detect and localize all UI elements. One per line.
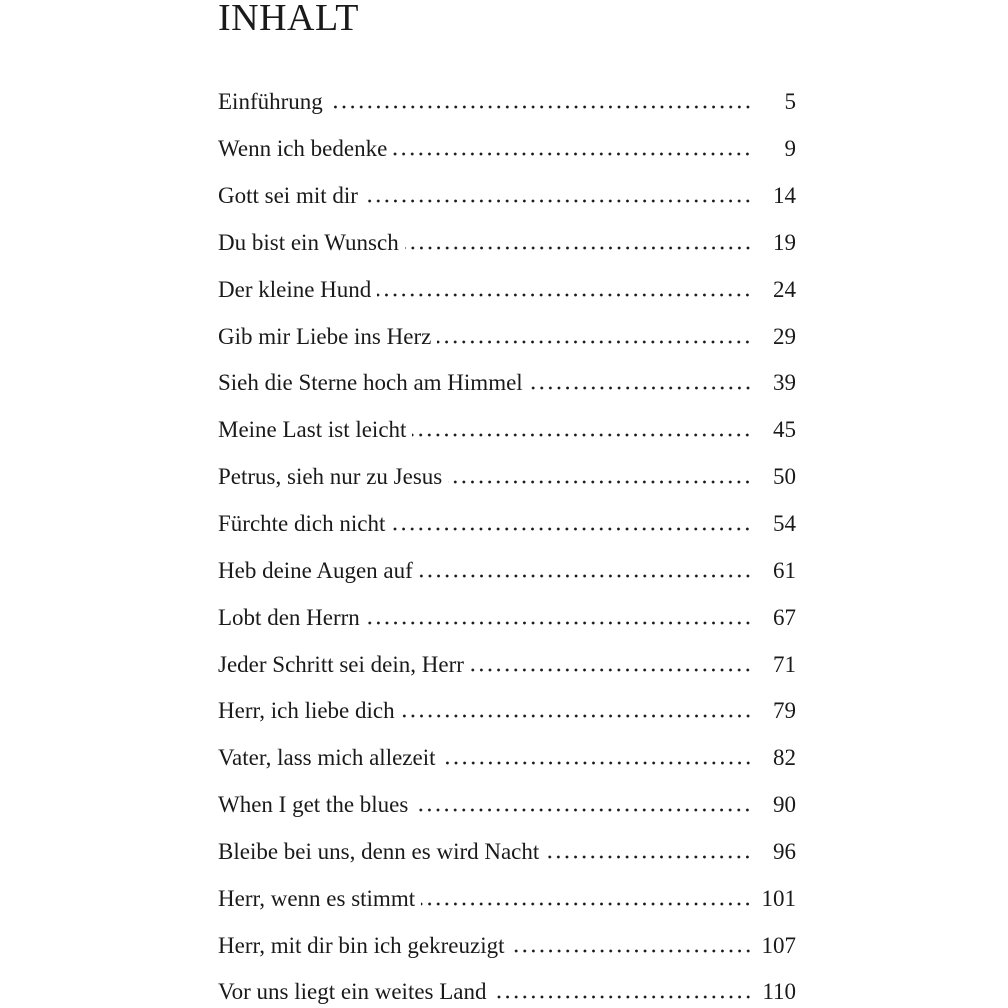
dot-leader [329,105,752,109]
toc-entry-page-number: 39 [773,370,796,396]
toc-entry-page-number: 82 [773,745,796,771]
toc-entry-title: Fürchte dich nicht [218,511,391,537]
toc-entry [218,641,796,688]
toc-entry-page-number: 5 [784,89,796,115]
toc-entry-title: Bleibe bei uns, denn es wird Nacht [218,839,545,865]
toc-entry-title: Petrus, sieh nur zu Jesus [218,464,448,490]
toc-entry-page-number: 45 [773,417,796,443]
toc-entry-page-number: 71 [773,651,796,677]
toc-entry-title: Herr, mit dir bin ich gekreuzigt [218,933,511,959]
toc-entry-page-number: 24 [773,276,796,302]
toc-entry [218,922,796,969]
toc-entry [218,173,796,220]
toc-entry-page-number: 29 [773,323,796,349]
dot-leader [437,340,752,344]
toc-entry-title: Sieh die Sterne hoch am Himmel [218,370,529,396]
toc-entry-title: Gott sei mit dir [218,183,364,209]
toc-entry-page-number: 79 [773,698,796,724]
dot-leader [421,902,752,906]
toc-entry-page-number: 90 [773,792,796,818]
toc-entry [218,79,796,126]
toc-entry [218,688,796,735]
toc-entry [218,407,796,454]
toc-entry-page-number: 101 [761,885,796,911]
toc-entry-title: Heb deine Augen auf [218,558,419,584]
toc-entry-page-number: 107 [761,932,796,958]
toc-entry-page-number: 67 [773,604,796,630]
toc-entry-page-number: 61 [773,557,796,583]
toc-entry [218,220,796,267]
toc-entry-title: Vater, lass mich allezeit [218,745,442,771]
dot-leader [511,949,753,953]
dot-leader [419,574,752,578]
dot-leader [529,386,752,390]
toc-entry-title: Jeder Schritt sei dein, Herr [218,652,470,678]
toc-entry [218,735,796,782]
toc-entry-page-number: 19 [773,229,796,255]
dot-leader [366,621,752,625]
dot-leader [414,808,752,812]
toc-entry [218,266,796,313]
toc-entry-title: Einführung [218,89,329,115]
toc-entry [218,360,796,407]
toc-entry-title: Wenn ich bedenke [218,136,393,162]
dot-leader [448,480,752,484]
toc-entry-page-number: 54 [773,511,796,537]
toc-entry [218,829,796,876]
dot-leader [391,527,752,531]
dot-leader [545,855,752,859]
dot-leader [377,293,752,297]
toc-entry-page-number: 50 [773,464,796,490]
dot-leader [393,152,752,156]
toc-entry-title: When I get the blues [218,792,414,818]
toc-entry-page-number: 110 [762,979,796,1005]
toc-entry [218,969,796,1008]
toc-entry [218,875,796,922]
toc-entry [218,313,796,360]
dot-leader [442,761,753,765]
toc-entry [218,454,796,501]
toc-entry-title: Gib mir Liebe ins Herz [218,324,437,350]
table-of-contents [218,79,796,1008]
toc-entry-page-number: 96 [773,838,796,864]
dot-leader [470,668,752,672]
dot-leader [493,995,753,999]
toc-entry-title: Herr, ich liebe dich [218,698,401,724]
page-title: INHALT [218,0,359,39]
toc-entry [218,547,796,594]
toc-entry [218,782,796,829]
toc-entry-title: Du bist ein Wunsch [218,230,405,256]
toc-entry [218,126,796,173]
dot-leader [401,714,752,718]
toc-entry [218,501,796,548]
toc-entry-title: Vor uns liegt ein weites Land [218,979,493,1005]
toc-entry-title: Der kleine Hund [218,277,377,303]
dot-leader [364,199,752,203]
toc-entry-title: Meine Last ist leicht [218,417,412,443]
toc-entry-page-number: 14 [773,183,796,209]
dot-leader [405,246,752,250]
toc-entry-page-number: 9 [784,136,796,162]
dot-leader [412,433,752,437]
toc-entry-title: Herr, wenn es stimmt [218,886,421,912]
toc-entry-title: Lobt den Herrn [218,605,366,631]
toc-entry [218,594,796,641]
